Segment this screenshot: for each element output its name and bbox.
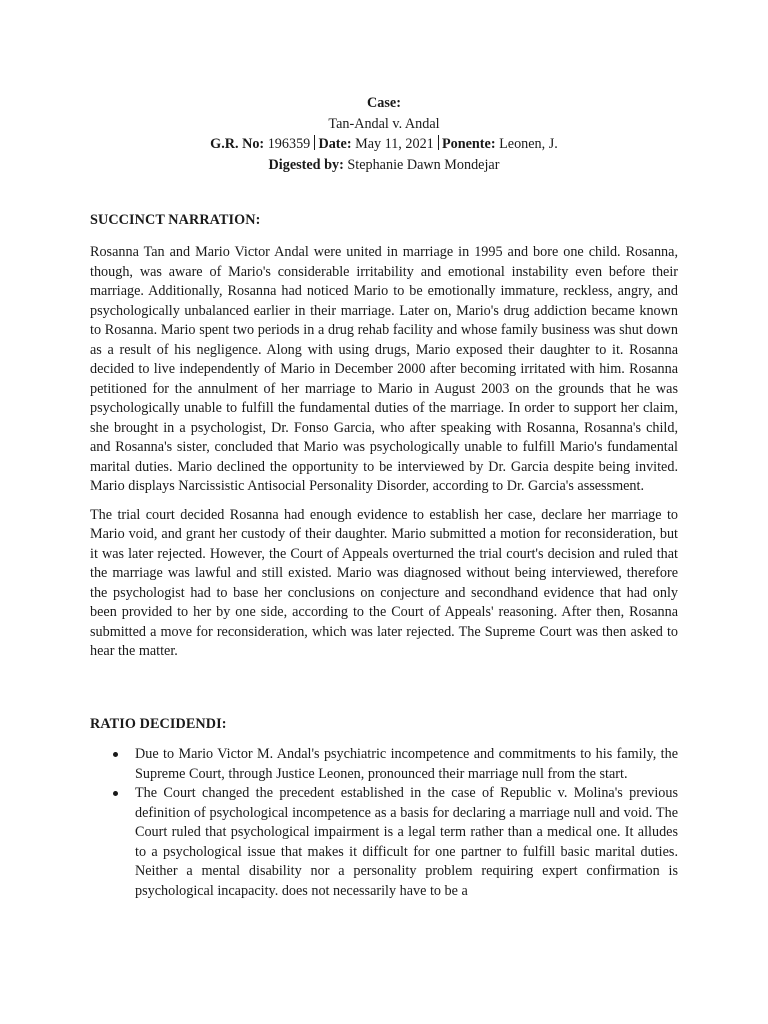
list-item [90,745,678,784]
date-value: May 11, 2021 [355,136,434,152]
case-label-line [0,93,768,114]
gr-label: G.R. No: [210,136,265,152]
divider [314,135,315,150]
list-item-text: Due to Mario Victor M. Andal's psychiatric incompetence and commitments to his family, the Supreme Court, through Justice Leonen, pronounced their marriage null from the start. [135,746,678,782]
narration-paragraph: Rosanna Tan and Mario Victor Andal were united in marriage in 1995 and bore one child. Rosanna, though, was aware of Mario's considerable irritability and emotional instability even before their marriage. Additionally, Rosanna had noticed Mario to be emotionally immature, reckless, angry, and psychologically unbalanced earlier in their marriage. Later on, Mario's drug addiction became known to Rosanna. Mario spent two periods in a drug rehab facility and whose family business was shut down as a result of his negligence. Along with using drugs, Mario exposed their daughter to it. Rosanna decided to live independently of Mario in December 2000 after becoming irritated with him. Rosanna petitioned for the annulment of her marriage to Mario in August 2003 on the grounds that he was psychologically unable to fulfill the fundamental duties of the marriage. In order to support her claim, she brought in a psychologist, Dr. Fonso Garcia, who after speaking with Rosanna, Rosanna's child, and Rosanna's sister, concluded that Mario was psychologically unable to fulfill Mario's fundamental marital duties. Mario declined the opportunity to be interviewed by Dr. Garcia despite being invited. Mario displays Narcissistic Antisocial Personality Disorder, according to Dr. Garcia's assessment. [90,244,678,494]
digested-line [0,155,768,176]
digested-value: Stephanie Dawn Mondejar [347,156,500,173]
divider [438,135,439,150]
list-item-text: The Court changed the precedent established in the case of Republic v. Molina's previous definition of psychological incompetence as a basis for declaring a marriage null and void. The Court ruled that psychological impairment is a legal term rather than a medical one. It alludes to a psychological issue that makes it difficult for one partner to fulfill basic marital duties. Neither a mental disability nor a personality problem requiring expert confirmation is psychological incapacity. does not necessarily have to be a [135,785,678,899]
case-label: Case: [367,95,401,111]
list-item [90,784,678,901]
case-header [0,93,768,175]
ponente-label: Ponente: [441,136,496,152]
ratio-list [90,745,678,901]
digested-label: Digested by: [268,156,344,173]
case-title: Tan-Andal v. Andal [328,115,440,132]
narration-paragraph: The trial court decided Rosanna had enough evidence to establish her case, declare her marriage to Mario void, and grant her custody of their daughter. Mario submitted a motion for reconsideration, but it was later rejected. However, the Court of Appeals overturned the trial court's decision and ruled that the marriage was lawful and still existed. Mario was diagnosed without being interviewed, therefore the psychologist had to base her conclusions on conjecture and secondhand evidence that had only been provided to her by one side, according to the Court of Appeals' reasoning. After then, Rosanna submitted a move for reconsideration, which was later rejected. The Supreme Court was then asked to hear the matter. [90,506,678,659]
bullet-icon [113,791,118,796]
narration-body [90,243,678,671]
date-label: Date: [318,136,352,152]
gr-value: 196359 [267,136,311,152]
ponente-value: Leonen, J. [499,136,558,152]
case-details-line [0,134,768,155]
narration-heading: SUCCINCT NARRATION: [90,212,261,228]
ratio-heading: RATIO DECIDENDI: [90,716,227,732]
bullet-icon [113,752,118,757]
